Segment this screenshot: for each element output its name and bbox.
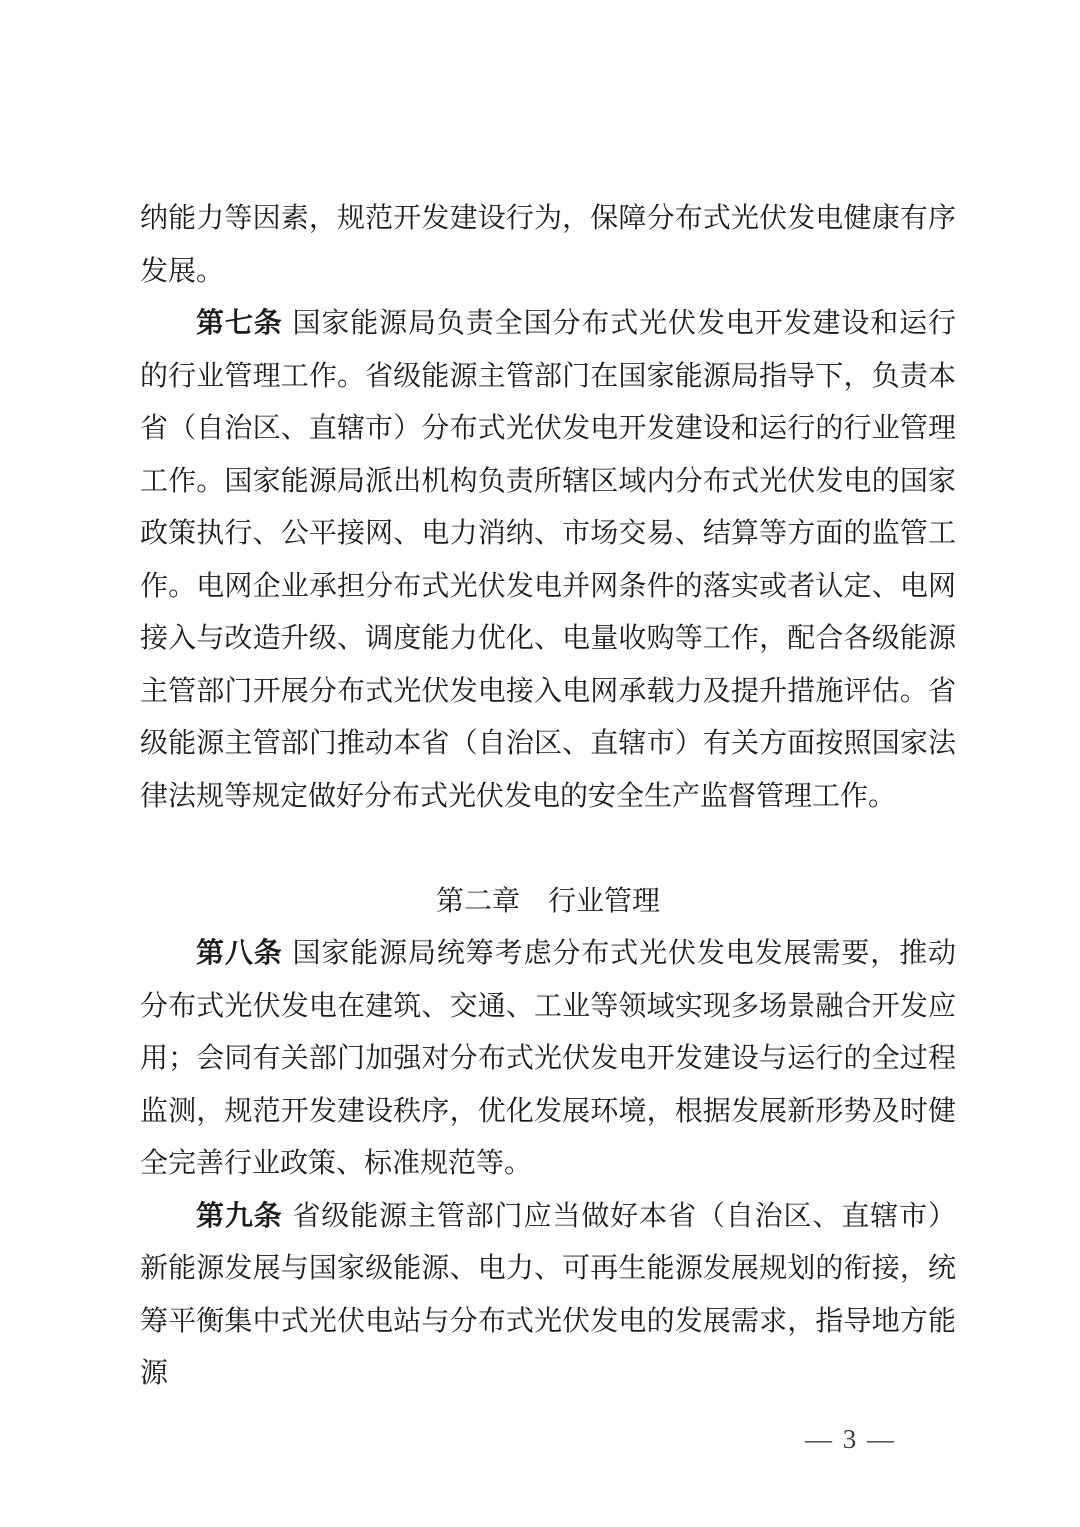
- chapter-2-heading: 第二章 行业管理: [435, 885, 660, 916]
- article-9-label: 第九条: [196, 1199, 283, 1231]
- article-9-paragraph: [140, 1190, 956, 1400]
- article-8-body: 国家能源局统筹考虑分布式光伏发电发展需要，推动分布式光伏发电在建筑、交通、工业等领域实现多场景融合开发应用；会同有关部门加强对分布式光伏发电开发建设与运行的全过程监测，规范开发建设秩序，优化发展环境，根据发展新形势及时健全完善行业政策、标准规范等。: [140, 937, 956, 1178]
- page-number: — 3 —: [805, 1423, 896, 1454]
- article-9-body: 省级能源主管部门应当做好本省（自治区、直辖市）新能源发展与国家级能源、电力、可再生能源发展规划的衔接，统筹平衡集中式光伏电站与分布式光伏发电的发展需求，指导地方能源: [140, 1199, 956, 1388]
- article-8-label: 第八条: [196, 937, 283, 968]
- article-7-label: 第七条: [196, 307, 283, 338]
- page-footer: [140, 1422, 956, 1456]
- article-7-paragraph: [140, 297, 956, 822]
- document-content: [140, 0, 956, 1456]
- paragraph-continuation: 纳能力等因素，规范开发建设行为，保障分布式光伏发电健康有序发展。: [140, 202, 956, 286]
- article-7-body: 国家能源局负责全国分布式光伏发电开发建设和运行的行业管理工作。省级能源主管部门在国家能源局指导下，负责本省（自治区、直辖市）分布式光伏发电开发建设和运行的行业管理工作。国家能源局派出机构负责所辖区域内分布式光伏发电的国家政策执行、公平接网、电力消纳、市场交易、结算等方面的监管工作。电网企业承担分布式光伏发电并网条件的落实或者认定、电网接入与改造升级、调度能力优化、电量收购等工作，配合各级能源主管部门开展分布式光伏发电接入电网承载力及提升措施评估。省级能源主管部门推动本省（自治区、直辖市）有关方面按照国家法律法规等规定做好分布式光伏发电的安全生产监督管理工作。: [140, 307, 956, 811]
- article-8-paragraph: [140, 927, 956, 1190]
